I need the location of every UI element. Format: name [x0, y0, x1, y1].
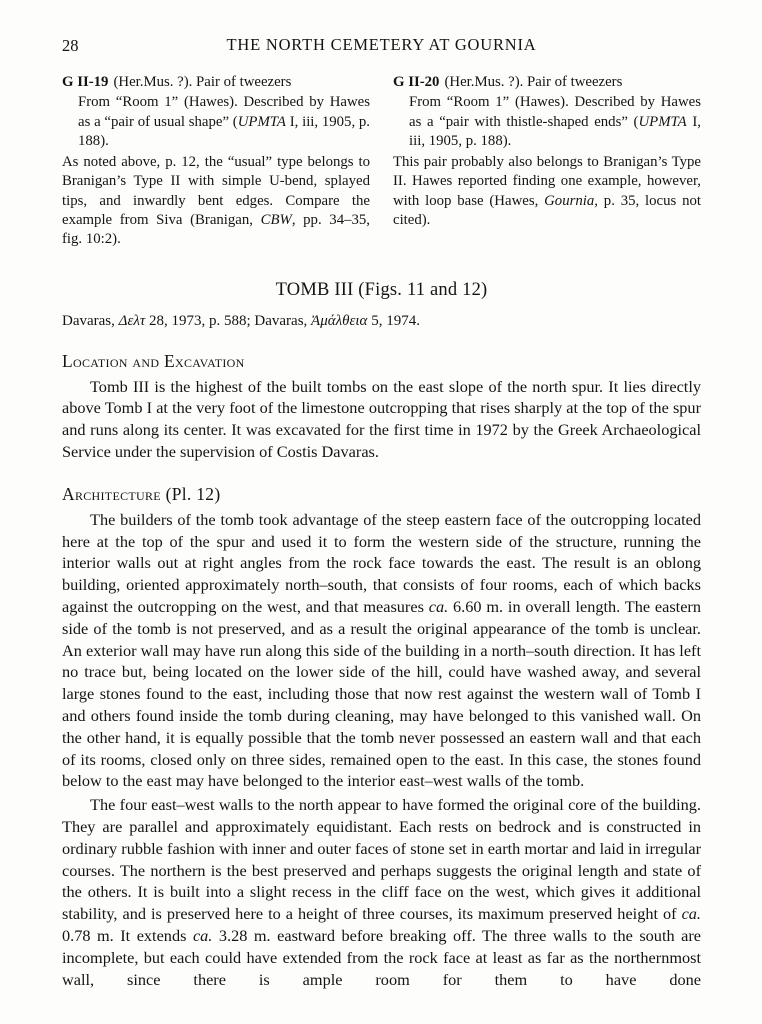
subsection-architecture-plate-ref: (Pl. 12) — [160, 483, 221, 504]
page-header — [62, 35, 701, 56]
entry-description: From “Room 1” (Hawes). Described by Hawes as a “pair of usual shape” (UPMTA I, iii, 1905, p. 188). — [78, 94, 370, 149]
entry-id: G II-19 — [62, 74, 109, 90]
entry-heading — [393, 73, 701, 92]
catalog-entry-g-ii-20 — [393, 73, 701, 250]
entry-title: (Her.Mus. ?). Pair of tweezers — [113, 74, 292, 90]
catalog-section — [62, 73, 701, 250]
architecture-paragraph-2: The four east–west walls to the north appear to have formed the original core of the building. They are parallel and approximately equidistant. Each rests on bedrock and is constructed in ordinary rubble fashion with inner and outer faces of stone set in earth mortar and laid in irregular courses. The northern is the best preserved and perhaps suggests the original length and state of the others. It is built into a slight recess in the cliff face on the west, which gives it additional stability, and is preserved here to a height of three courses, its maximum preserved height of ca. 0.78 m. It extends ca. 3.28 m. eastward before breaking off. The three walls to the south are incomplete, but each could have extended from the rock face at least as far as the northernmost wall, since there is ample room for them to have done — [62, 795, 701, 989]
entry-description: From “Room 1” (Hawes). Described by Hawes as a “pair with thistle-shaped ends” (UPMTA I, iii, 1905, p. 188). — [409, 94, 701, 149]
bibliography-line: Davaras, Δελτ 28, 1973, p. 588; Davaras, Ἀμάλθεια 5, 1974. — [62, 312, 420, 329]
catalog-entry-g-ii-19 — [62, 73, 370, 250]
subsection-architecture — [62, 484, 701, 505]
subsection-location-and-excavation: Location and Excavation — [62, 350, 245, 371]
entry-id: G II-20 — [393, 74, 440, 90]
entry-title: (Her.Mus. ?). Pair of tweezers — [444, 74, 623, 90]
location-paragraph: Tomb III is the highest of the built tombs on the east slope of the north spur. It lies directly above Tomb I at the very foot of the limestone outcropping that rises sharply at the top of the spur and runs along its center. It was excavated for the first time in 1972 by the Greek Archaeological Service under the supervision of Costis Davaras. — [62, 376, 701, 462]
entry-note: As noted above, p. 12, the “usual” type belongs to Branigan’s Type II with simple U-bend, splayed tips, and inwardly bent edges. Compare the example from Siva (Branigan, CBW, pp. 34–35, fig. 10:2). — [62, 154, 370, 248]
architecture-paragraph-1: The builders of the tomb took advantage of the steep eastern face of the outcropping located here at the top of the spur and used it to form the western side of the structure, running the interior walls out at right angles from the rock face towards the east. The result is an oblong building, oriented approximately north–south, that consists of four rooms, each of which backs against the outcropping on the west, and that measures ca. 6.60 m. in overall length. The eastern side of the tomb is not preserved, and as a result the original appearance of the tomb is unclear. An exterior wall may have run along this side of the building in a north–south direction. It has left no trace but, being located on the lower side of the hill, could have washed away, and several large stones found to the east, including those that now rest against the western wall of Tomb I and others found inside the tomb during cleaning, may have belonged to this vanished wall. On the other hand, it is equally possible that the tomb never possessed an eastern wall and that each of its rooms, closed only on three sides, remained open to the east. In this case, the stones found below to the east may have belonged to the interior east–west walls of the tomb. — [62, 509, 701, 791]
subsection-architecture-label: Architecture — [62, 483, 161, 504]
section-title-tomb-iii: TOMB III (Figs. 11 and 12) — [275, 279, 488, 300]
page-number: 28 — [62, 36, 79, 55]
running-head: THE NORTH CEMETERY AT GOURNIA — [226, 35, 537, 54]
entry-heading — [62, 73, 370, 92]
entry-note: This pair probably also belongs to Branigan’s Type II. Hawes reported finding one example, however, with loop base (Hawes, Gournia, p. 35, locus not cited). — [393, 154, 702, 229]
